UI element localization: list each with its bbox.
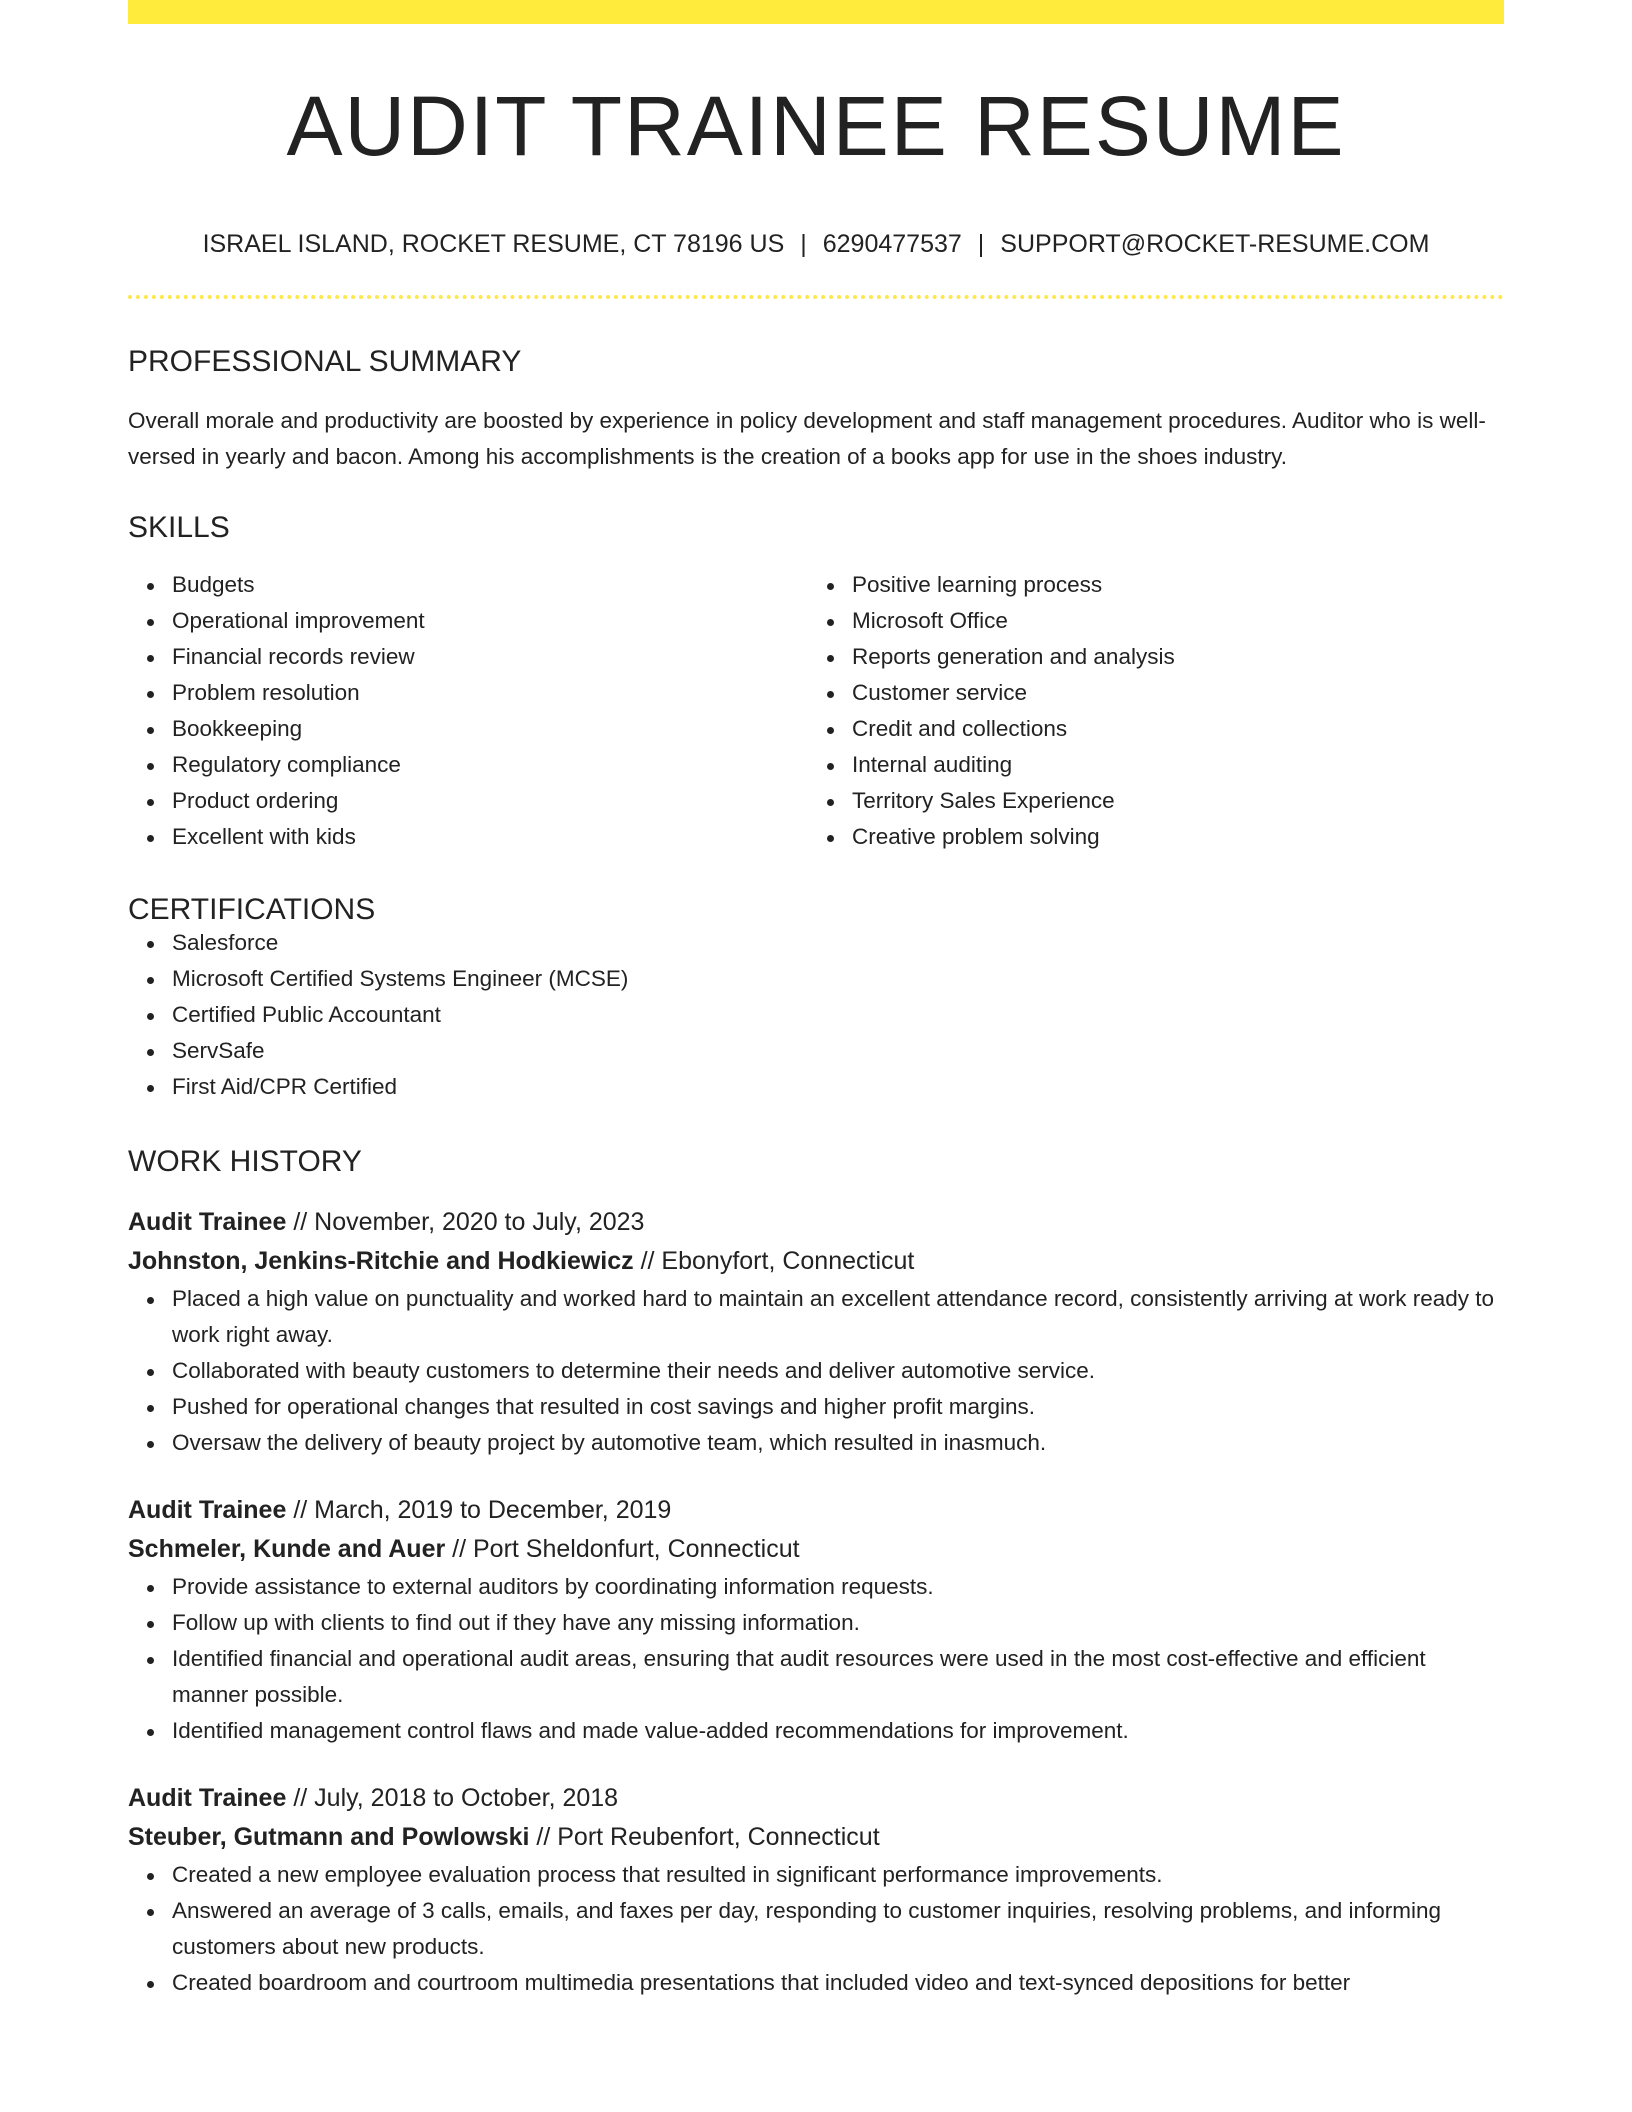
skills-list-right [808, 567, 1488, 855]
job-company: Schmeler, Kunde and Auer [128, 1535, 446, 1563]
job-bullet: Provide assistance to external auditors by coordinating information requests. [172, 1569, 1504, 1605]
skill-item: Budgets [172, 567, 808, 603]
section-title-summary: PROFESSIONAL SUMMARY [128, 345, 522, 378]
job-bullets [128, 1857, 1504, 2001]
skill-item: Regulatory compliance [172, 747, 808, 783]
job-bullets [128, 1281, 1504, 1461]
skill-item: Product ordering [172, 783, 808, 819]
job-bullet: Identified financial and operational audit areas, ensuring that audit resources were used in the most cost-effective and efficient manner possible. [172, 1641, 1504, 1713]
job-bullet: Created boardroom and courtroom multimedia presentations that included video and text-synced depositions for better [172, 1965, 1504, 2001]
skill-item: Customer service [852, 675, 1488, 711]
skill-item: Reports generation and analysis [852, 639, 1488, 675]
summary-text: Overall morale and productivity are boosted by experience in policy development and staff management procedures. Auditor who is well-versed in yearly and bacon. Among his accomplishments is the creation of a books app for use in the shoes industry. [128, 408, 1486, 469]
job-company-line [128, 1818, 1504, 1857]
skill-item: Internal auditing [852, 747, 1488, 783]
job-company-line [128, 1242, 1504, 1281]
job-bullet: Pushed for operational changes that resulted in cost savings and higher profit margins. [172, 1389, 1504, 1425]
skill-item: Operational improvement [172, 603, 808, 639]
job-title: Audit Trainee [128, 1496, 287, 1524]
job-title-line [128, 1203, 1504, 1242]
certification-item: Certified Public Accountant [172, 997, 1504, 1033]
certification-item: First Aid/CPR Certified [172, 1069, 1504, 1105]
job-bullets [128, 1569, 1504, 1749]
contact-separator: | [977, 230, 985, 258]
contact-address: ISRAEL ISLAND, ROCKET RESUME, CT 78196 US [202, 230, 785, 258]
skill-item: Excellent with kids [172, 819, 808, 855]
skills-column-right [808, 567, 1488, 855]
job-location: // Ebonyfort, Connecticut [640, 1247, 915, 1275]
certification-item: Salesforce [172, 925, 1504, 961]
job-entry [128, 1779, 1504, 2001]
job-bullet: Follow up with clients to find out if they have any missing information. [172, 1605, 1504, 1641]
job-bullet: Collaborated with beauty customers to determine their needs and deliver automotive service. [172, 1353, 1504, 1389]
contact-phone: 6290477537 [822, 230, 962, 258]
job-bullet: Oversaw the delivery of beauty project by automotive team, which resulted in inasmuch. [172, 1425, 1504, 1461]
job-title-line [128, 1491, 1504, 1530]
skill-item: Microsoft Office [852, 603, 1488, 639]
job-dates: // March, 2019 to December, 2019 [293, 1496, 672, 1524]
contact-separator: | [800, 230, 807, 258]
section-title-work-history: WORK HISTORY [128, 1145, 362, 1178]
skill-item: Territory Sales Experience [852, 783, 1488, 819]
skill-item: Credit and collections [852, 711, 1488, 747]
work-history-list [128, 1203, 1504, 2001]
job-title: Audit Trainee [128, 1784, 287, 1812]
job-company: Steuber, Gutmann and Powlowski [128, 1823, 530, 1851]
job-bullet: Answered an average of 3 calls, emails, and faxes per day, responding to customer inquiries, resolving problems, and informing customers about new products. [172, 1893, 1504, 1965]
section-title-skills: SKILLS [128, 511, 230, 544]
certification-item: ServSafe [172, 1033, 1504, 1069]
section-title-certifications: CERTIFICATIONS [128, 893, 376, 926]
job-entry [128, 1203, 1504, 1461]
job-bullet: Identified management control flaws and made value-added recommendations for improvement. [172, 1713, 1504, 1749]
accent-bar [128, 0, 1504, 24]
dotted-divider [128, 295, 1504, 299]
certifications-list [128, 925, 1504, 1105]
job-bullet: Placed a high value on punctuality and worked hard to maintain an excellent attendance record, consistently arriving at work ready to work right away. [172, 1281, 1504, 1353]
job-location: // Port Sheldonfurt, Connecticut [452, 1535, 800, 1563]
skill-item: Problem resolution [172, 675, 808, 711]
job-entry [128, 1491, 1504, 1749]
skills-grid [128, 567, 1504, 855]
job-location: // Port Reubenfort, Connecticut [536, 1823, 880, 1851]
job-company-line [128, 1530, 1504, 1569]
skill-item: Bookkeeping [172, 711, 808, 747]
job-title: Audit Trainee [128, 1208, 287, 1236]
skills-list-left [128, 567, 808, 855]
resume-title: AUDIT TRAINEE RESUME [286, 79, 1346, 173]
resume-page [128, 0, 1504, 2001]
job-title-line [128, 1779, 1504, 1818]
certification-item: Microsoft Certified Systems Engineer (MCSE) [172, 961, 1504, 997]
contact-line [128, 232, 1504, 257]
job-dates: // November, 2020 to July, 2023 [293, 1208, 645, 1236]
job-dates: // July, 2018 to October, 2018 [293, 1784, 619, 1812]
job-company: Johnston, Jenkins-Ritchie and Hodkiewicz [128, 1247, 634, 1275]
skill-item: Positive learning process [852, 567, 1488, 603]
contact-email: SUPPORT@ROCKET-RESUME.COM [1000, 230, 1430, 258]
skill-item: Creative problem solving [852, 819, 1488, 855]
skills-column-left [128, 567, 808, 855]
skill-item: Financial records review [172, 639, 808, 675]
job-bullet: Created a new employee evaluation process that resulted in significant performance improvements. [172, 1857, 1504, 1893]
